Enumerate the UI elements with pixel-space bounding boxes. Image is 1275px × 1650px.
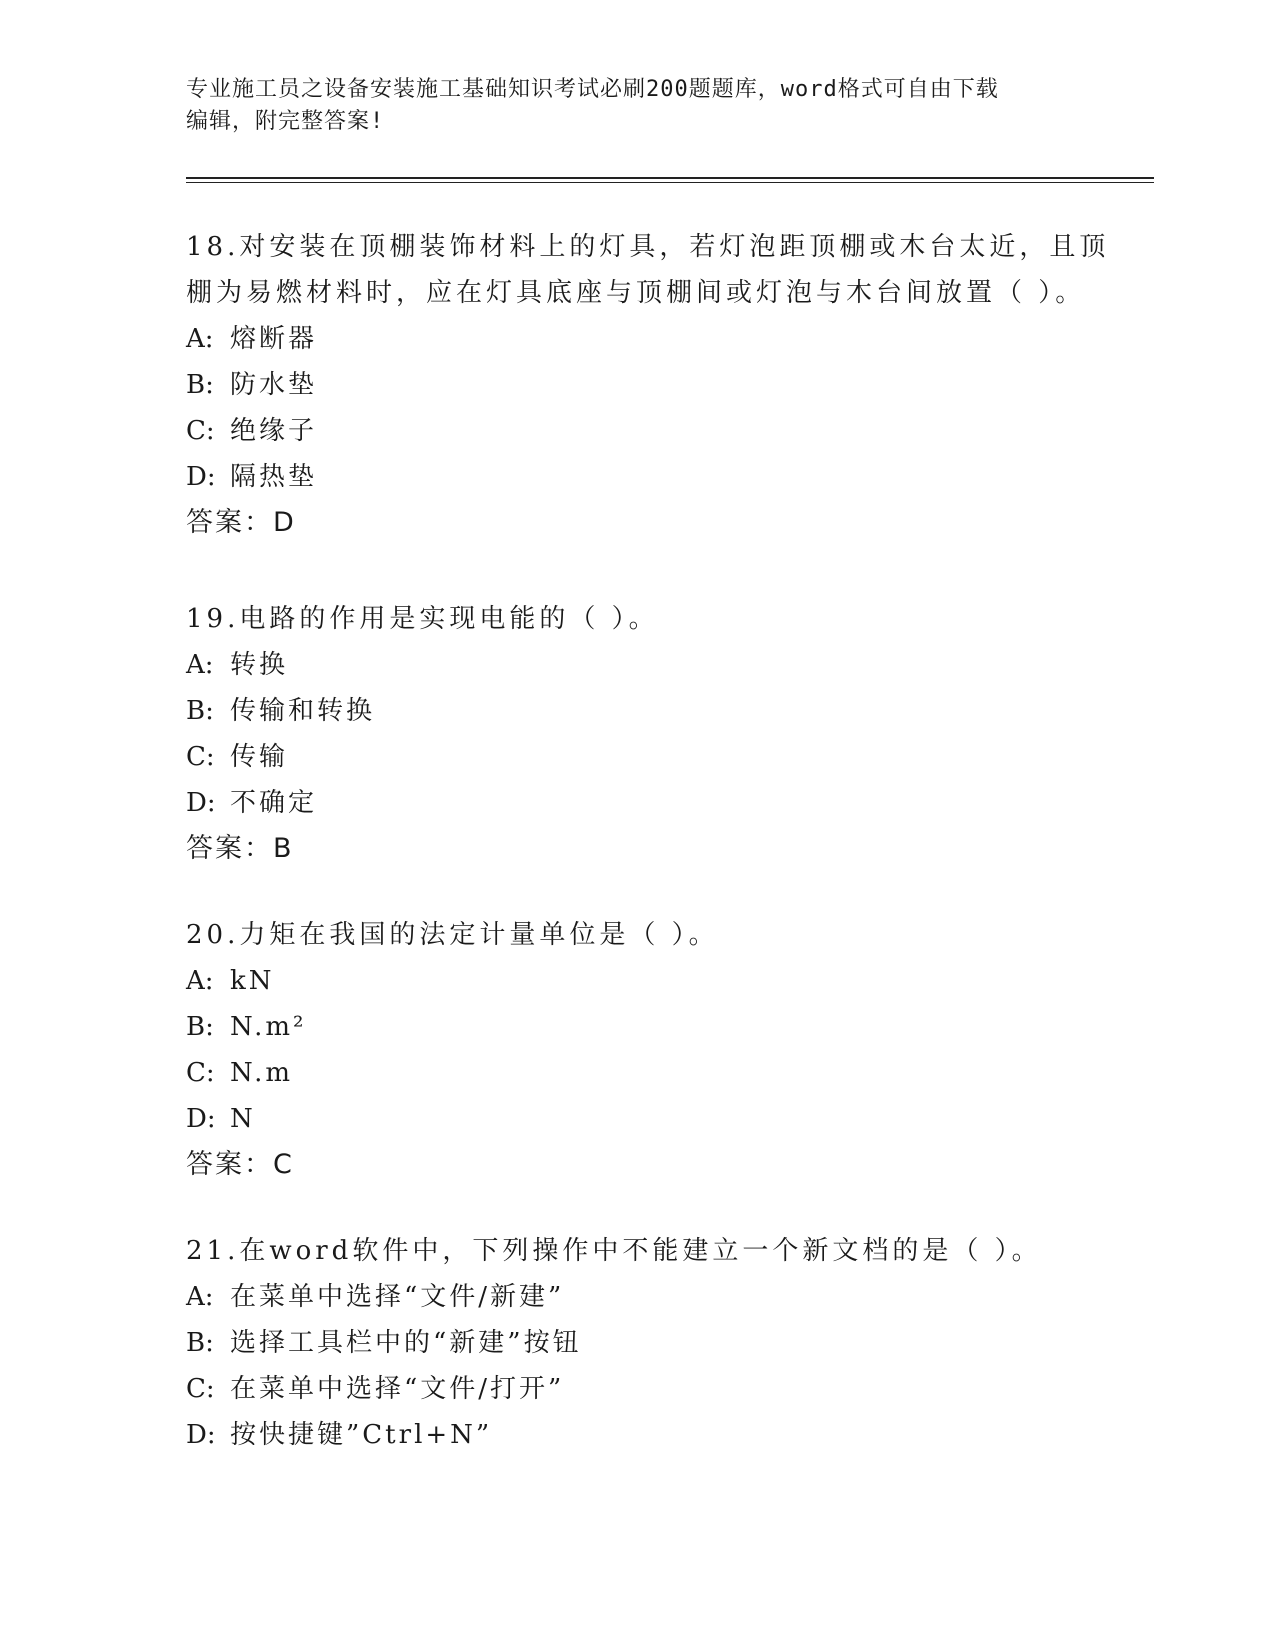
option-text: N.m² (230, 1012, 307, 1042)
option-text: 按快捷键”Ctrl+N” (230, 1420, 493, 1450)
question-stem: 19.电路的作用是实现电能的（ ）。 (186, 604, 659, 634)
option-key: A: (186, 324, 214, 354)
answer-text: 答案：C (186, 1149, 294, 1180)
option-key: A: (186, 1282, 214, 1312)
question-18 (186, 224, 1126, 546)
option-key: B: (186, 370, 214, 400)
header-divider (186, 177, 1154, 183)
question-stem: 21.在word软件中，下列操作中不能建立一个新文档的是（ ）。 (186, 1236, 1042, 1266)
option-key: D: (186, 788, 216, 818)
question-20 (186, 912, 1126, 1188)
option-key: D: (186, 1420, 216, 1450)
option-text: 熔断器 (230, 324, 318, 354)
option-c (186, 734, 1126, 780)
option-d (186, 1412, 1126, 1458)
option-c (186, 1050, 1126, 1096)
option-text: 转换 (230, 650, 289, 680)
option-b (186, 688, 1126, 734)
option-key: D: (186, 462, 216, 492)
question-stem: 20.力矩在我国的法定计量单位是（ ）。 (186, 920, 719, 950)
answer-text: 答案：D (186, 507, 296, 538)
document-header (186, 74, 1086, 138)
option-text: 在菜单中选择“文件/新建” (230, 1282, 565, 1312)
option-a (186, 316, 1126, 362)
option-key: D: (186, 1104, 216, 1134)
option-key: C: (186, 742, 215, 772)
option-key: A: (186, 650, 214, 680)
question-21 (186, 1228, 1126, 1458)
question-stem: 18.对安装在顶棚装饰材料上的灯具，若灯泡距顶棚或木台太近，且顶棚为易燃材料时，应在灯具底座与顶棚间或灯泡与木台间放置（ ）。 (186, 232, 1110, 308)
option-key: A: (186, 966, 214, 996)
option-d (186, 780, 1126, 826)
option-key: B: (186, 696, 214, 726)
option-key: C: (186, 1374, 215, 1404)
option-key: B: (186, 1328, 214, 1358)
option-text: kN (230, 966, 275, 996)
option-key: C: (186, 1058, 215, 1088)
option-d (186, 454, 1126, 500)
option-c (186, 408, 1126, 454)
option-b (186, 362, 1126, 408)
option-b (186, 1004, 1126, 1050)
option-text: 传输和转换 (230, 696, 376, 726)
option-c (186, 1366, 1126, 1412)
option-text: N.m (230, 1058, 294, 1088)
option-a (186, 958, 1126, 1004)
option-text: 选择工具栏中的“新建”按钮 (230, 1328, 582, 1358)
option-text: N (230, 1104, 256, 1134)
header-title-line-1: 专业施工员之设备安装施工基础知识考试必刷200题题库，word格式可自由下载 (186, 77, 999, 102)
option-text: 在菜单中选择“文件/打开” (230, 1374, 565, 1404)
option-text: 隔热垫 (230, 462, 318, 492)
option-key: B: (186, 1012, 214, 1042)
option-a (186, 1274, 1126, 1320)
option-d (186, 1096, 1126, 1142)
option-text: 防水垫 (230, 370, 318, 400)
option-a (186, 642, 1126, 688)
option-text: 不确定 (230, 788, 318, 818)
header-title-line-2: 编辑，附完整答案! (186, 109, 385, 134)
option-b (186, 1320, 1126, 1366)
option-key: C: (186, 416, 215, 446)
option-text: 传输 (230, 742, 289, 772)
question-19 (186, 596, 1126, 872)
option-text: 绝缘子 (230, 416, 318, 446)
answer-text: 答案：B (186, 833, 294, 864)
